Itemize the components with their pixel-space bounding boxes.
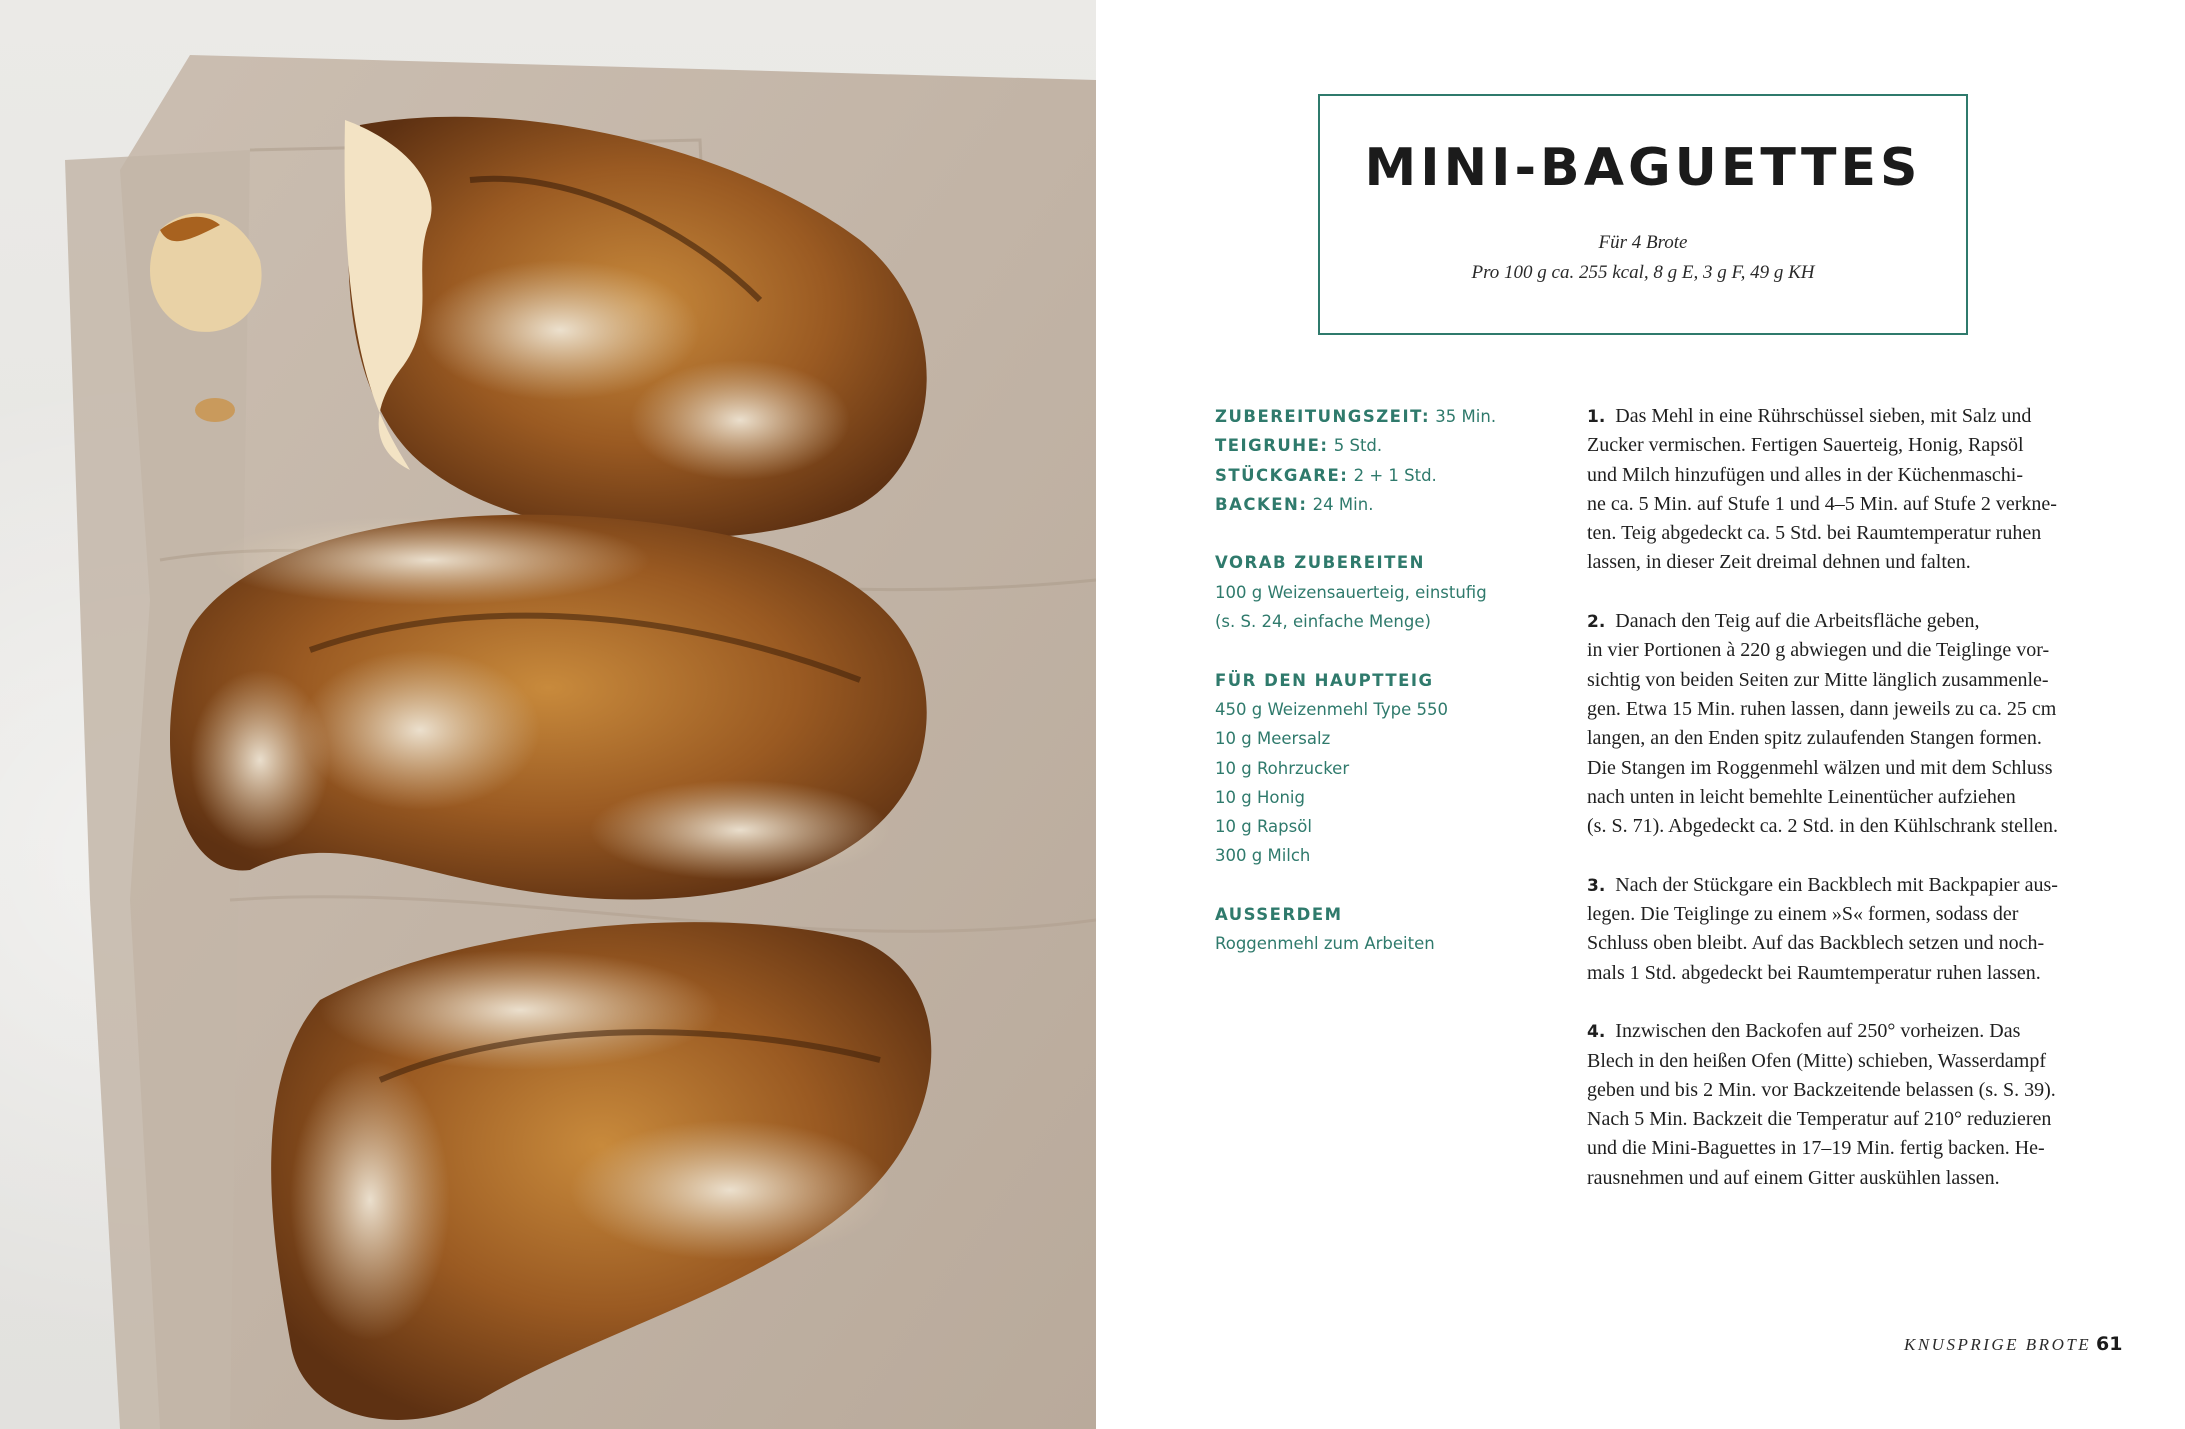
step-line: Nach 5 Min. Backzeit die Temperatur auf 210° reduzieren: [1587, 1108, 2052, 1131]
section-heading-hauptteig: FÜR DEN HAUPTTEIG: [1215, 670, 1434, 690]
step-1: [1587, 402, 2087, 578]
title-box: [1318, 94, 1968, 335]
step-line: ne ca. 5 Min. auf Stufe 1 und 4–5 Min. auf Stufe 2 verkne-: [1587, 492, 2057, 515]
time-row: [1215, 461, 1505, 490]
time-label: STÜCKGARE:: [1215, 465, 1349, 485]
step-number: 4.: [1587, 1022, 1606, 1043]
step-line: gen. Etwa 15 Min. ruhen lassen, dann jeweils zu ca. 25 cm: [1587, 697, 2057, 720]
step-line: Blech in den heißen Ofen (Mitte) schieben, Wasserdampf: [1587, 1049, 2046, 1072]
step-line: langen, an den Enden spitz zulaufenden Stangen formen.: [1587, 727, 2042, 750]
time-label: TEIGRUHE:: [1215, 436, 1329, 456]
section-heading-vorab: VORAB ZUBEREITEN: [1215, 553, 1425, 573]
time-value: 5 Std.: [1333, 436, 1383, 456]
step-4: [1587, 1017, 2087, 1193]
step-line: und Milch hinzufügen und alles in der Küchenmaschi-: [1587, 463, 2023, 486]
step-line: geben und bis 2 Min. vor Backzeitende belassen (s. S. 39).: [1587, 1078, 2056, 1101]
step-line: mals 1 Std. abgedeckt bei Raumtemperatur ruhen lassen.: [1587, 961, 2041, 984]
step-line: lassen, in dieser Zeit dreimal dehnen und falten.: [1587, 551, 1971, 574]
step-line: (s. S. 71). Abgedeckt ca. 2 Std. in den Kühlschrank stellen.: [1587, 815, 2059, 838]
ingredient-line: 10 g Honig: [1215, 787, 1305, 807]
step-line: Schluss oben bleibt. Auf das Backblech setzen und noch-: [1587, 932, 2045, 955]
step-line: ten. Teig abgedeckt ca. 5 Std. bei Raumtemperatur ruhen: [1587, 522, 2042, 545]
step-line: Die Stangen im Roggenmehl wälzen und mit dem Schluss: [1587, 756, 2053, 779]
step-line: sichtig von beiden Seiten zur Mitte länglich zusammenle-: [1587, 668, 2049, 691]
time-row: [1215, 490, 1505, 519]
page-number: 61: [2096, 1333, 2123, 1355]
ingredient-line: 100 g Weizensauerteig, einstufig: [1215, 582, 1487, 602]
step-line: Zucker vermischen. Fertigen Sauerteig, Honig, Rapsöl: [1587, 434, 2024, 457]
step-line: Danach den Teig auf die Arbeitsfläche geben,: [1615, 610, 1980, 633]
step-line: legen. Die Teiglinge zu einem »S« formen, sodass der: [1587, 903, 2019, 926]
step-line: Nach der Stückgare ein Backblech mit Backpapier aus-: [1615, 873, 2058, 896]
bread-loaf-middle: [170, 515, 927, 900]
time-row: [1215, 402, 1505, 431]
ingredient-line: 10 g Meersalz: [1215, 729, 1331, 749]
time-row: [1215, 431, 1505, 460]
step-line: rausnehmen und auf einem Gitter auskühlen lassen.: [1587, 1166, 2000, 1189]
footer-section-title: KNUSPRIGE BROTE: [1904, 1335, 2092, 1354]
section-heading-ausserdem: AUSSERDEM: [1215, 905, 1343, 925]
ingredient-line: 10 g Rohrzucker: [1215, 758, 1350, 778]
recipe-title: MINI-BAGUETTES: [1364, 138, 1922, 198]
step-number: 1.: [1587, 407, 1606, 427]
time-value: 35 Min.: [1435, 407, 1497, 426]
step-line: in vier Portionen à 220 g abwiegen und die Teiglinge vor-: [1587, 639, 2050, 662]
time-value: 2 + 1 Std.: [1353, 465, 1437, 485]
step-2: [1587, 607, 2087, 841]
step-number: 2.: [1587, 612, 1606, 633]
time-label: ZUBEREITUNGSZEIT:: [1215, 407, 1431, 426]
ingredient-line: 10 g Rapsöl: [1215, 817, 1312, 837]
step-number: 3.: [1587, 875, 1606, 896]
ingredient-line: (s. S. 24, einfache Menge): [1215, 612, 1431, 632]
time-value: 24 Min.: [1312, 494, 1374, 514]
step-line: Das Mehl in eine Rührschüssel sieben, mit Salz und: [1615, 405, 2032, 427]
ingredient-line: 300 g Milch: [1215, 846, 1311, 866]
instruction-steps: [1587, 402, 2087, 1193]
recipe-yield: Für 4 Brote: [1598, 232, 1688, 253]
step-line: und die Mini-Baguettes in 17–19 Min. fertig backen. He-: [1587, 1137, 2045, 1160]
time-label: BACKEN:: [1215, 494, 1308, 514]
ingredients-sidebar: [1215, 402, 1505, 959]
ingredient-line: Roggenmehl zum Arbeiten: [1215, 934, 1435, 954]
recipe-nutrition: Pro 100 g ca. 255 kcal, 8 g E, 3 g F, 49 g KH: [1471, 262, 1815, 283]
ingredient-line: 450 g Weizenmehl Type 550: [1215, 699, 1448, 719]
step-line: nach unten in leicht bemehlte Leinentücher aufziehen: [1587, 785, 2016, 808]
step-3: [1587, 871, 2087, 988]
step-line: Inzwischen den Backofen auf 250° vorheizen. Das: [1615, 1020, 2021, 1043]
